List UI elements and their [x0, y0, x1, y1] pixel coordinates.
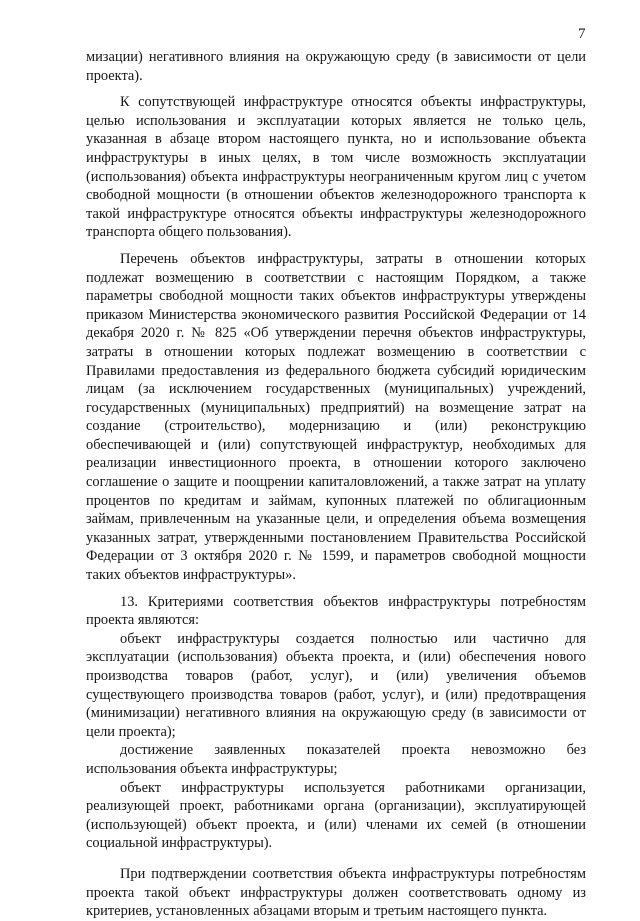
paragraph-6: объект инфраструктуры используется работниками организации, реализующей проект, работниками органа (организации), эксплуатирующей (использующей) объект проекта, и (или) членами их семей (в отношении социальной инфраструктуры). [86, 779, 586, 852]
paragraph-2: Перечень объектов инфраструктуры, затраты в отношении которых подлежат возмещению в соответствии с настоящим Порядком, а также параметры свободной мощности таких объектов инфраструктуры утверждены приказом Министерства экономического развития Российской Федерации от 14 декабря 2020 г. № 825 «Об утверждении перечня объектов инфраструктуры, затраты в отношении которых подлежат возмещению в соответствии с Правилами предоставления из федерального бюджета субсидий юридическим лицам (за исключением государственных (муниципальных) учреждений, государственных (муниципальных) предприятий) на возмещение затрат на создание (строительство), модернизацию и (или) реконструкцию обеспечивающей и (или) сопутствующей инфраструктур, необходимых для реализации инвестиционного проекта, в отношении которого заключено соглашение о защите и поощрении капиталовложений, а также затрат на уплату процентов по кредитам и займам, купонных платежей по облигационным займам, привлеченным на указанные цели, и определения объема возмещения указанных затрат, утвержденными постановлением Правительства Российской Федерации от 3 октября 2020 г. № 1599, и параметров свободной мощности таких объектов инфраструктуры». [86, 250, 586, 584]
paragraph-7: При подтверждении соответствия объекта инфраструктуры потребностям проекта такой объект инфраструктуры должен соответствовать одному из критериев, установленных абзацами вторым и третьим настоящего пункта. [86, 865, 586, 920]
paragraph-4: объект инфраструктуры создается полностью или частично для эксплуатации (использования) объекта проекта, и (или) обеспечения нового производства товаров (работ, услуг), и (или) увеличения объемов существующего производства товаров (работ, услуг), и (или) предотвращения (минимизации) негативного влияния на окружающую среду (в зависимости от цели проекта); [86, 630, 586, 740]
paragraph-3: 13. Критериями соответствия объектов инфраструктуры потребностям проекта являются: [86, 593, 586, 629]
paragraph-1: К сопутствующей инфраструктуре относятся объекты инфраструктуры, целью использования и эксплуатации которых является не только цель, указанная в абзаце втором настоящего пункта, но и использование объекта инфраструктуры в иных целях, в том числе возможность эксплуатации (использования) объекта инфраструктуры неограниченным кругом лиц с учетом свободной мощности (в отношении объектов железнодорожного транспорта к такой инфраструктуре относятся объекты инфраструктуры железнодорожного транспорта общего пользования). [86, 94, 586, 241]
paragraph-5: достижение заявленных показателей проекта невозможно без использования объекта инфраструктуры; [86, 742, 586, 777]
paragraph-0: мизации) негативного влияния на окружающую среду (в зависимости от цели проекта). [86, 49, 586, 84]
page-number: 7 [578, 26, 586, 42]
document-body [86, 48, 586, 921]
